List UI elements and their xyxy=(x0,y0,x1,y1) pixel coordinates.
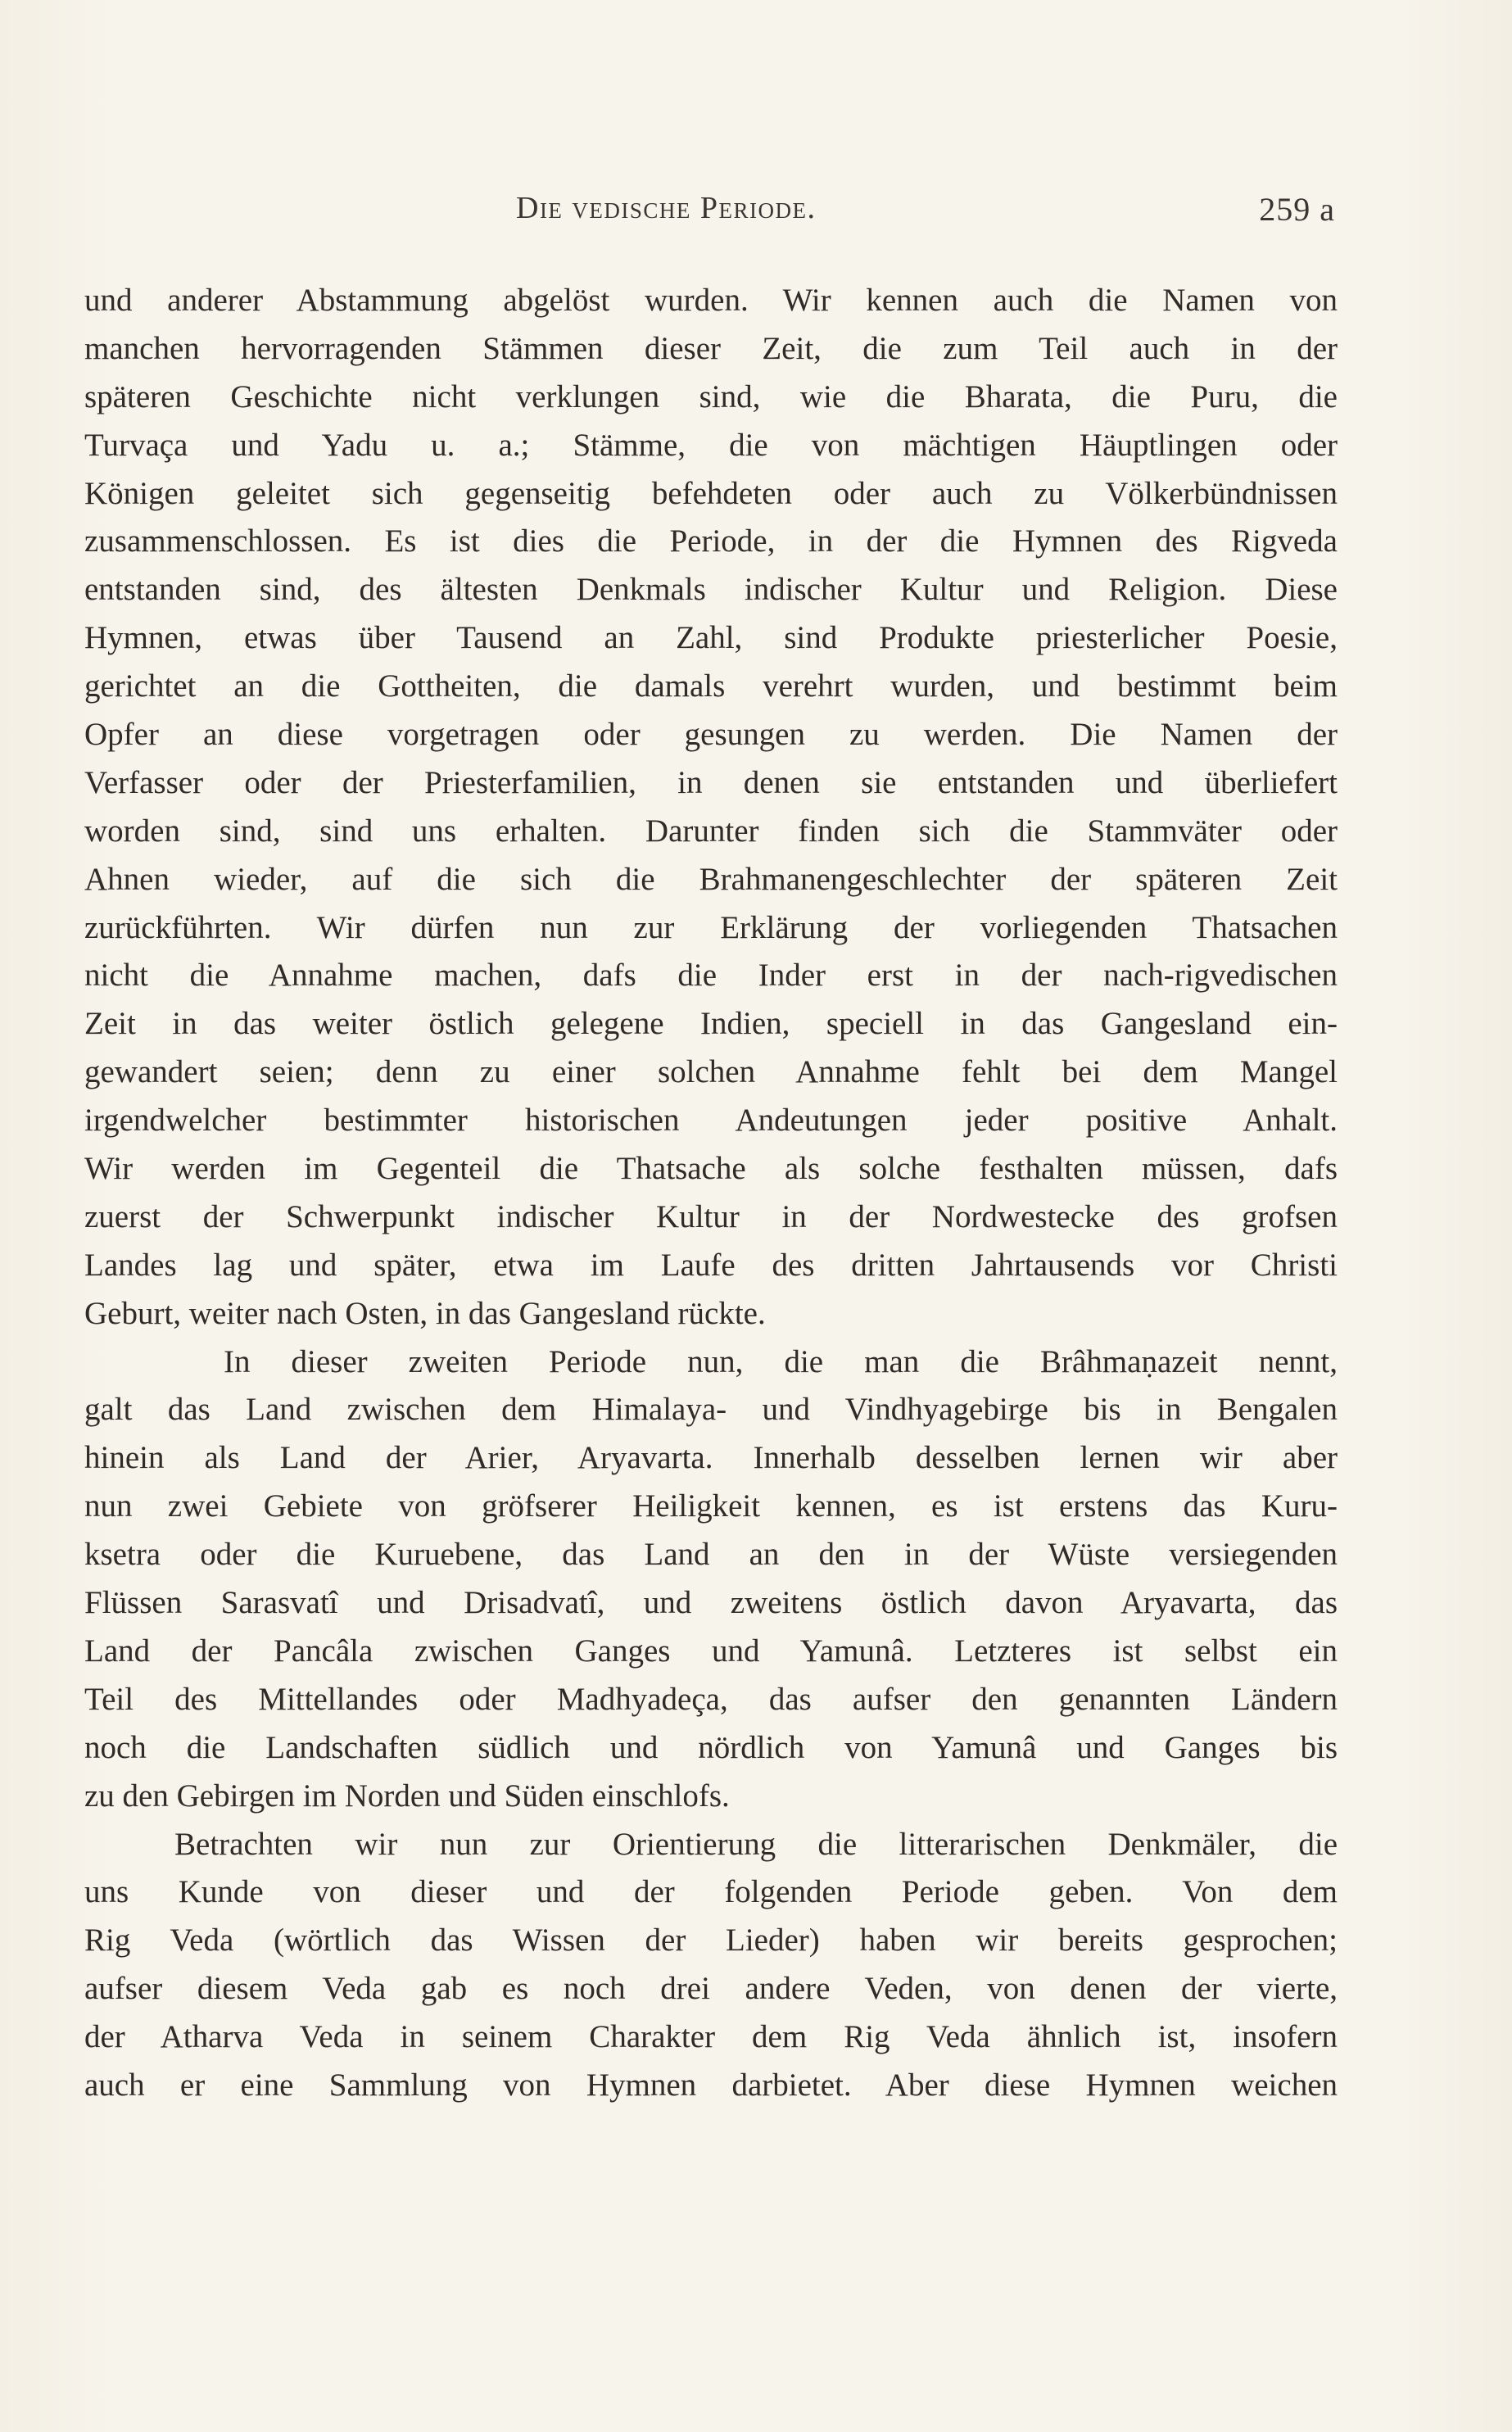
text-line: Verfasser oder der Priesterfamilien, in denen sie entstanden und überliefert xyxy=(84,764,1338,800)
running-head xyxy=(82,190,1335,247)
text-line: und anderer Abstammung abgelöst wurden. Wir kennen auch die Namen von xyxy=(84,283,1338,318)
text-line: der Atharva Veda in seinem Charakter dem Rig Veda ähnlich ist, insofern xyxy=(84,2019,1338,2055)
text-line: zuerst der Schwerpunkt indischer Kultur in der Nordwestecke des grofsen xyxy=(84,1198,1338,1234)
text-line: uns Kunde von dieser und der folgenden Periode geben. Von dem xyxy=(84,1874,1338,1910)
text-line: Ahnen wieder, auf die sich die Brahmanengeschlechter der späteren Zeit xyxy=(84,861,1338,897)
running-title: Die vedische Periode. xyxy=(516,191,817,225)
text-line: Betrachten wir nun zur Orientierung die litterarischen Denkmäler, die xyxy=(174,1826,1338,1862)
text-line: Land der Pancâla zwischen Ganges und Yamunâ. Letzteres ist selbst ein xyxy=(84,1633,1338,1669)
text-line: zusammenschlossen. Es ist dies die Periode, in der die Hymnen des Rigveda xyxy=(84,523,1338,559)
text-line: Rig Veda (wörtlich das Wissen der Lieder) haben wir bereits gesprochen; xyxy=(84,1923,1338,1959)
text-line: Turvaça und Yadu u. a.; Stämme, die von mächtigen Häuptlingen oder xyxy=(84,427,1338,463)
text-line: manchen hervorragenden Stämmen dieser Zeit, die zum Teil auch in der xyxy=(84,330,1338,366)
text-line: Teil des Mittellandes oder Madhyadeça, das aufser den genannten Ländern xyxy=(84,1681,1338,1717)
text-line: späteren Geschichte nicht verklungen sind, wie die Bharata, die Puru, die xyxy=(84,378,1338,414)
text-line: entstanden sind, des ältesten Denkmals indischer Kultur und Religion. Diese xyxy=(84,572,1338,608)
text-line: Geburt, weiter nach Osten, in das Gangesland rückte. xyxy=(84,1295,766,1331)
text-line: worden sind, sind uns erhalten. Darunter finden sich die Stammväter oder xyxy=(84,813,1338,849)
text-line: nicht die Annahme machen, dafs die Inder erst in der nach-rigvedischen xyxy=(84,958,1338,994)
text-line: gewandert seien; denn zu einer solchen Annahme fehlt bei dem Mangel xyxy=(84,1054,1338,1090)
text-line: gerichtet an die Gottheiten, die damals verehrt wurden, und bestimmt beim xyxy=(84,668,1338,704)
text-line: Zeit in das weiter östlich gelegene Indien, speciell in das Gangesland ein- xyxy=(84,1006,1338,1042)
text-line: Hymnen, etwas über Tausend an Zahl, sind Produkte priesterlicher Poesie, xyxy=(84,620,1338,656)
text-line: hinein als Land der Arier, Aryavarta. Innerhalb desselben lernen wir aber xyxy=(84,1440,1338,1476)
text-line: zu den Gebirgen im Norden und Süden einschlofs. xyxy=(84,1778,730,1814)
text-line: Königen geleitet sich gegenseitig befehdeten oder auch zu Völkerbündnissen xyxy=(84,475,1338,511)
text-line: noch die Landschaften südlich und nördlich von Yamunâ und Ganges bis xyxy=(84,1729,1338,1765)
text-line: Landes lag und später, etwa im Laufe des dritten Jahrtausends vor Christi xyxy=(84,1247,1338,1283)
text-line: Wir werden im Gegenteil die Thatsache als solche festhalten müssen, dafs xyxy=(84,1151,1338,1187)
text-line: auch er eine Sammlung von Hymnen darbietet. Aber diese Hymnen weichen xyxy=(84,2067,1338,2103)
page-number: 259 a xyxy=(1259,191,1335,228)
text-line: nun zwei Gebiete von gröfserer Heiligkeit kennen, es ist erstens das Kuru- xyxy=(84,1488,1338,1524)
text-line: aufser diesem Veda gab es noch drei andere Veden, von denen der vierte, xyxy=(84,1971,1338,2007)
text-line: ksetra oder die Kuruebene, das Land an den in der Wüste versiegenden xyxy=(84,1537,1338,1573)
text-line: Flüssen Sarasvatî und Drisadvatî, und zweitens östlich davon Aryavarta, das xyxy=(84,1585,1338,1621)
text-line: irgendwelcher bestimmter historischen Andeutungen jeder positive Anhalt. xyxy=(84,1103,1338,1139)
text-line: In dieser zweiten Periode nun, die man die Brâhmaṇazeit nennt, xyxy=(224,1343,1338,1379)
text-line: Opfer an diese vorgetragen oder gesungen zu werden. Die Namen der xyxy=(84,717,1338,753)
text-line: galt das Land zwischen dem Himalaya- und Vindhyagebirge bis in Bengalen xyxy=(84,1392,1338,1428)
body-text xyxy=(84,277,1338,2110)
text-line: zurückführten. Wir dürfen nun zur Erklärung der vorliegenden Thatsachen xyxy=(84,909,1338,945)
